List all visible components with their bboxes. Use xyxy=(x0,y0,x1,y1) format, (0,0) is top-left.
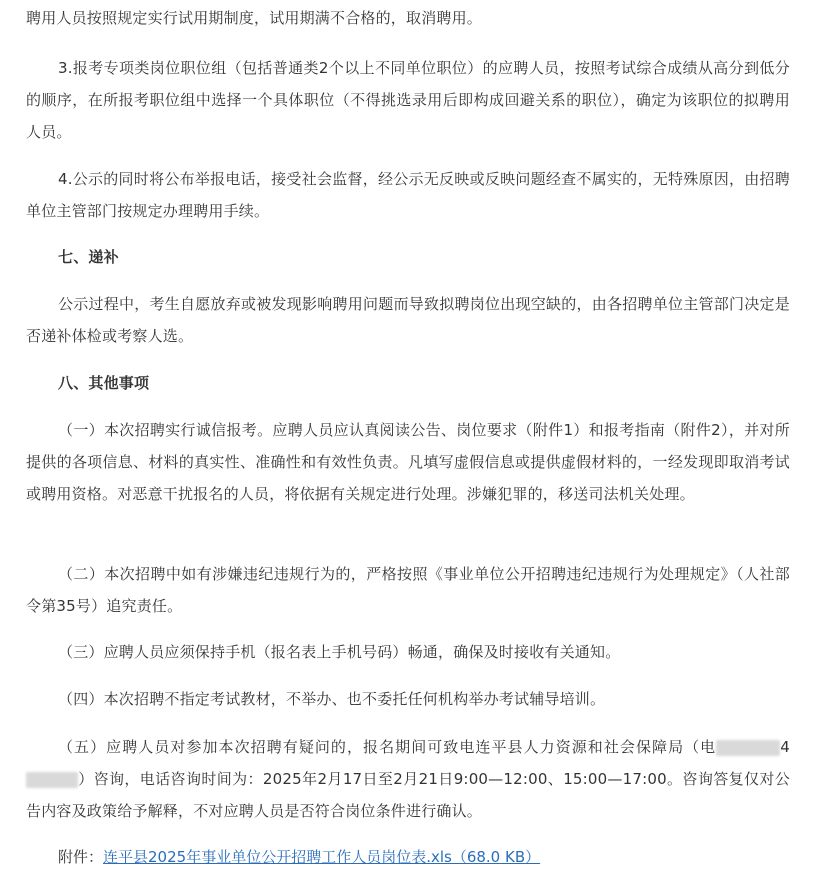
paragraph-other-4: （四）本次招聘不指定考试教材，不举办、也不委托任何机构举办考试辅导培训。 xyxy=(58,690,606,708)
redacted-phone-part-2 xyxy=(26,772,78,788)
phone-start: 4 xyxy=(780,738,790,756)
section-heading-7: 七、递补 xyxy=(58,248,119,266)
contact-text-a: （五）应聘人员对参加本次招聘有疑问的，报名期间可致电连平县人力资源和社会保障局（电 xyxy=(58,738,717,756)
redacted-phone-part-1 xyxy=(716,740,780,756)
attachment-link[interactable]: 连平县2025年事业单位公开招聘工作人员岗位表.xls（68.0 KB） xyxy=(103,848,541,866)
paragraph-other-5 xyxy=(26,731,790,827)
paragraph-other-2: （二）本次招聘中如有涉嫌违纪违规行为的，严格按照《事业单位公开招聘违纪违规行为处理规定》（人社部令第35号）追究责任。 xyxy=(26,565,790,615)
paragraph-item-3: 3.报考专项类岗位职位组（包括普通类2个以上不同单位职位）的应聘人员，按照考试综合成绩从高分到低分的顺序，在所报考职位组中选择一个具体职位（不得挑选录用后即构成回避关系的职位），确定为该职位的拟聘用人员。 xyxy=(26,59,790,141)
section-heading-8: 八、其他事项 xyxy=(58,374,150,392)
contact-text-b: ）咨询，电话咨询时间为：2025年2月17日至2月21日9:00—12:00、15:00—17:00。咨询答复仅对公告内容及政策给予解释，不对应聘人员是否符合岗位条件进行确认。 xyxy=(26,770,790,820)
attachment-label: 附件： xyxy=(58,848,104,866)
paragraph-other-1: （一）本次招聘实行诚信报考。应聘人员应认真阅读公告、岗位要求（附件1）和报考指南（附件2），并对所提供的各项信息、材料的真实性、准确性和有效性负责。凡填写虚假信息或提供虚假材料的，一经发现即取消考试或聘用资格。对恶意干扰报名的人员，将依据有关规定进行处理。涉嫌犯罪的，移送司法机关处理。 xyxy=(26,421,790,503)
paragraph-substitute: 公示过程中，考生自愿放弃或被发现影响聘用问题而导致拟聘岗位出现空缺的，由各招聘单位主管部门决定是否递补体检或考察人选。 xyxy=(26,295,790,345)
attachment-line xyxy=(58,841,540,873)
paragraph-probation: 聘用人员按照规定实行试用期制度，试用期满不合格的，取消聘用。 xyxy=(26,9,483,27)
paragraph-item-4: 4.公示的同时将公布举报电话，接受社会监督，经公示无反映或反映问题经查不属实的，无特殊原因，由招聘单位主管部门按规定办理聘用手续。 xyxy=(26,170,790,220)
paragraph-other-3: （三）应聘人员应须保持手机（报名表上手机号码）畅通，确保及时接收有关通知。 xyxy=(58,643,621,661)
